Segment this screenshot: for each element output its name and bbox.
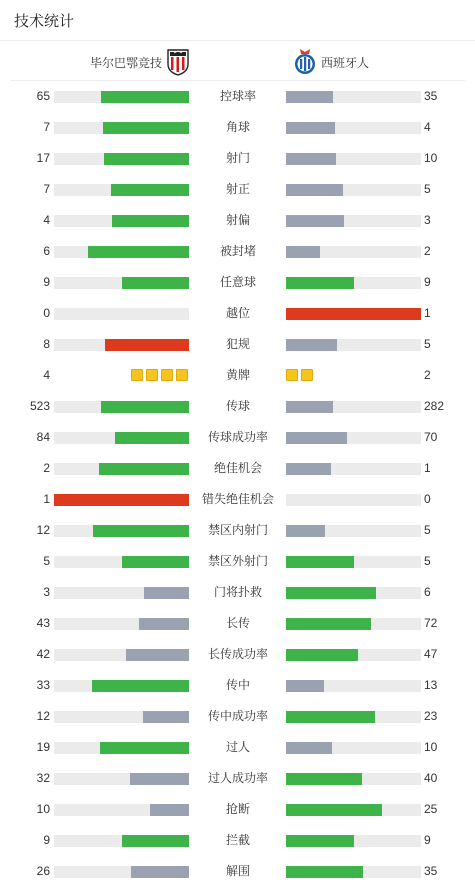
- home-bar-track: [54, 525, 189, 537]
- away-value: 5: [424, 182, 431, 196]
- away-bar-track: [286, 463, 421, 475]
- away-bar-track: [286, 866, 421, 878]
- stat-row: [0, 143, 475, 174]
- stat-label: 射正: [225, 182, 250, 196]
- stat-label: 射门: [225, 151, 250, 165]
- home-bar-fill: [111, 184, 189, 196]
- away-bar-fill: [286, 773, 362, 785]
- home-bar-track: [54, 339, 189, 351]
- away-bar-track: [286, 618, 421, 630]
- stat-label: 射偏: [225, 213, 250, 227]
- stat-label: 门将扑救: [213, 585, 262, 599]
- home-value: 65: [36, 89, 50, 103]
- home-bar-fill: [122, 556, 190, 568]
- home-team[interactable]: [90, 48, 190, 76]
- away-bar-track: [286, 556, 421, 568]
- stat-row: [0, 608, 475, 639]
- home-value: 5: [43, 554, 50, 568]
- away-value: 2: [424, 244, 431, 258]
- home-value: 33: [36, 678, 50, 692]
- home-bar-fill: [144, 587, 189, 599]
- home-bar-fill: [92, 680, 189, 692]
- stat-row: [0, 546, 475, 577]
- stat-label: 犯规: [225, 337, 250, 351]
- away-value: 4: [424, 120, 431, 134]
- away-bar-track: [286, 246, 421, 258]
- home-bar-track: [54, 494, 189, 506]
- home-bar-fill: [122, 277, 190, 289]
- stat-label: 禁区内射门: [207, 523, 268, 537]
- divider: [0, 40, 475, 41]
- stat-label: 错失绝佳机会: [201, 492, 274, 506]
- yellow-card-icon: [286, 369, 298, 381]
- away-bar-fill: [286, 587, 376, 599]
- home-value: 9: [43, 275, 50, 289]
- away-bar-fill: [286, 866, 363, 878]
- home-bar-fill: [126, 649, 189, 661]
- home-value: 10: [36, 802, 50, 816]
- away-bar-track: [286, 680, 421, 692]
- away-bar-fill: [286, 432, 347, 444]
- home-bar-fill: [112, 215, 189, 227]
- home-bar-track: [54, 401, 189, 413]
- home-bar-track: [54, 277, 189, 289]
- away-bar-track: [286, 773, 421, 785]
- away-value: 5: [424, 337, 431, 351]
- yellow-card-icon: [176, 369, 188, 381]
- home-bar-fill: [115, 432, 189, 444]
- away-bar-track: [286, 742, 421, 754]
- stat-row: [0, 298, 475, 329]
- away-value: 1: [424, 461, 431, 475]
- away-bar-track: [286, 153, 421, 165]
- stat-label: 长传: [225, 616, 250, 630]
- away-bar-fill: [286, 525, 325, 537]
- stat-row: [0, 205, 475, 236]
- stat-row: [0, 701, 475, 732]
- stat-label: 越位: [225, 306, 250, 320]
- stat-label: 拦截: [225, 833, 250, 847]
- home-bar-track: [54, 649, 189, 661]
- home-value: 19: [36, 740, 50, 754]
- stat-row: [0, 81, 475, 112]
- stat-row: [0, 670, 475, 701]
- stat-label: 解围: [225, 864, 250, 878]
- yellow-card-icon: [146, 369, 158, 381]
- away-value: 282: [424, 399, 445, 413]
- away-bar-fill: [286, 91, 333, 103]
- home-bar-track: [54, 184, 189, 196]
- away-bar-track: [286, 122, 421, 134]
- home-bar-track: [54, 246, 189, 258]
- away-bar-fill: [286, 835, 354, 847]
- home-bar-track: [54, 556, 189, 568]
- home-bar-fill: [100, 742, 189, 754]
- stat-label: 传中成功率: [207, 709, 268, 723]
- stat-row: [0, 267, 475, 298]
- away-value: 25: [424, 802, 438, 816]
- stat-label: 传中: [225, 678, 250, 692]
- home-bar-fill: [54, 494, 189, 506]
- stat-label: 禁区外射门: [207, 554, 268, 568]
- away-team-name: 西班牙人: [321, 55, 370, 70]
- away-bar-track: [286, 649, 421, 661]
- away-value: 70: [424, 430, 438, 444]
- home-bar-track: [54, 835, 189, 847]
- away-value: 47: [424, 647, 438, 661]
- away-bar-fill: [286, 711, 375, 723]
- away-value: 10: [424, 151, 438, 165]
- away-bar-track: [286, 494, 421, 506]
- home-value: 3: [43, 585, 50, 599]
- away-value: 13: [424, 678, 438, 692]
- yellow-card-icon: [131, 369, 143, 381]
- home-bar-track: [54, 122, 189, 134]
- home-bar-track: [54, 432, 189, 444]
- home-value: 26: [36, 864, 50, 878]
- stat-row: [0, 856, 475, 887]
- away-value: 2: [424, 368, 431, 382]
- home-bar-track: [54, 91, 189, 103]
- away-bar-fill: [286, 122, 335, 134]
- stat-row: [0, 112, 475, 143]
- home-bar-track: [54, 773, 189, 785]
- home-bar-fill: [101, 401, 189, 413]
- home-value: 17: [36, 151, 50, 165]
- stat-row: [0, 732, 475, 763]
- home-value: 6: [43, 244, 50, 258]
- away-bar-track: [286, 432, 421, 444]
- stat-row: [0, 515, 475, 546]
- home-bar-fill: [139, 618, 189, 630]
- page-title: 技术统计: [14, 13, 75, 30]
- stat-label: 过人成功率: [207, 771, 268, 785]
- away-value: 10: [424, 740, 438, 754]
- stat-row: [0, 360, 475, 391]
- stat-label: 长传成功率: [207, 647, 268, 661]
- teams-header: [0, 44, 475, 80]
- stat-row: [0, 236, 475, 267]
- away-bar-fill: [286, 339, 337, 351]
- home-bar-track: [54, 215, 189, 227]
- home-bar-track: [54, 866, 189, 878]
- home-bar-fill: [122, 835, 190, 847]
- home-value: 0: [43, 306, 50, 320]
- away-bar-track: [286, 215, 421, 227]
- home-bar-fill: [101, 91, 189, 103]
- stat-label: 黄牌: [225, 368, 250, 382]
- home-team-name: 毕尔巴鄂竞技: [89, 55, 162, 70]
- away-bar-fill: [286, 742, 332, 754]
- stat-row: [0, 763, 475, 794]
- stat-row: [0, 453, 475, 484]
- away-value: 3: [424, 213, 431, 227]
- home-value: 12: [36, 709, 50, 723]
- home-value: 4: [43, 213, 50, 227]
- away-team[interactable]: [293, 48, 369, 76]
- away-value: 35: [424, 864, 438, 878]
- home-bar-track: [54, 742, 189, 754]
- stat-row: [0, 422, 475, 453]
- away-value: 5: [424, 554, 431, 568]
- home-bar-track: [54, 680, 189, 692]
- away-bar-fill: [286, 649, 358, 661]
- away-bar-fill: [286, 277, 354, 289]
- home-bar-fill: [131, 866, 189, 878]
- away-bar-fill: [286, 153, 336, 165]
- home-value: 7: [43, 182, 50, 196]
- home-bar-track: [54, 618, 189, 630]
- home-bar-fill: [104, 153, 189, 165]
- stat-label: 控球率: [219, 89, 256, 103]
- away-value: 9: [424, 275, 431, 289]
- away-bar-fill: [286, 246, 320, 258]
- home-value: 84: [36, 430, 50, 444]
- home-value: 32: [36, 771, 50, 785]
- home-value: 9: [43, 833, 50, 847]
- home-bar-fill: [130, 773, 189, 785]
- away-value: 35: [424, 89, 438, 103]
- espanyol-crest-icon: [293, 48, 317, 76]
- home-value: 1: [43, 492, 50, 506]
- away-bar-track: [286, 308, 421, 320]
- home-value: 42: [36, 647, 50, 661]
- stat-label: 传球: [225, 399, 250, 413]
- away-value: 5: [424, 523, 431, 537]
- away-yellow-cards: [286, 369, 313, 382]
- stat-row: [0, 484, 475, 515]
- home-bar-track: [54, 804, 189, 816]
- stat-row: [0, 794, 475, 825]
- away-value: 9: [424, 833, 431, 847]
- home-bar-track: [54, 711, 189, 723]
- home-bar-track: [54, 153, 189, 165]
- away-bar-track: [286, 401, 421, 413]
- home-value: 8: [43, 337, 50, 351]
- stat-row: [0, 825, 475, 856]
- stat-label: 过人: [225, 740, 250, 754]
- home-bar-track: [54, 587, 189, 599]
- away-value: 6: [424, 585, 431, 599]
- yellow-card-icon: [161, 369, 173, 381]
- home-bar-fill: [143, 711, 189, 723]
- yellow-card-icon: [301, 369, 313, 381]
- away-bar-track: [286, 804, 421, 816]
- away-bar-fill: [286, 463, 331, 475]
- away-bar-fill: [286, 680, 324, 692]
- away-bar-track: [286, 835, 421, 847]
- stat-label: 角球: [225, 120, 250, 134]
- away-bar-fill: [286, 184, 343, 196]
- home-bar-fill: [105, 339, 189, 351]
- stat-row: [0, 174, 475, 205]
- stat-label: 抢断: [225, 802, 250, 816]
- away-bar-fill: [286, 618, 371, 630]
- away-bar-fill: [286, 215, 344, 227]
- away-bar-track: [286, 711, 421, 723]
- away-bar-track: [286, 525, 421, 537]
- away-value: 1: [424, 306, 431, 320]
- away-value: 23: [424, 709, 438, 723]
- home-value: 4: [43, 368, 50, 382]
- home-yellow-cards: [131, 369, 188, 382]
- home-value: 2: [43, 461, 50, 475]
- away-value: 72: [424, 616, 438, 630]
- stat-row: [0, 391, 475, 422]
- away-value: 40: [424, 771, 438, 785]
- athletic-bilbao-crest-icon: [166, 48, 190, 76]
- stat-row: [0, 639, 475, 670]
- away-bar-track: [286, 587, 421, 599]
- home-value: 12: [36, 523, 50, 537]
- away-value: 0: [424, 492, 431, 506]
- away-bar-track: [286, 277, 421, 289]
- home-bar-fill: [103, 122, 189, 134]
- home-value: 7: [43, 120, 50, 134]
- home-value: 523: [29, 399, 50, 413]
- stats-list: [0, 81, 475, 887]
- home-value: 43: [36, 616, 50, 630]
- stat-label: 传球成功率: [207, 430, 268, 444]
- stat-row: [0, 329, 475, 360]
- stat-label: 绝佳机会: [213, 461, 262, 475]
- stat-row: [0, 577, 475, 608]
- away-bar-track: [286, 184, 421, 196]
- away-bar-fill: [286, 308, 421, 320]
- stat-label: 任意球: [219, 275, 256, 289]
- home-bar-track: [54, 463, 189, 475]
- stat-label: 被封堵: [219, 244, 256, 258]
- away-bar-fill: [286, 556, 354, 568]
- away-bar-fill: [286, 401, 333, 413]
- home-bar-fill: [93, 525, 189, 537]
- away-bar-fill: [286, 804, 382, 816]
- home-bar-fill: [88, 246, 189, 258]
- home-bar-track: [54, 308, 189, 320]
- home-bar-fill: [99, 463, 189, 475]
- home-bar-fill: [150, 804, 189, 816]
- away-bar-track: [286, 91, 421, 103]
- away-bar-track: [286, 339, 421, 351]
